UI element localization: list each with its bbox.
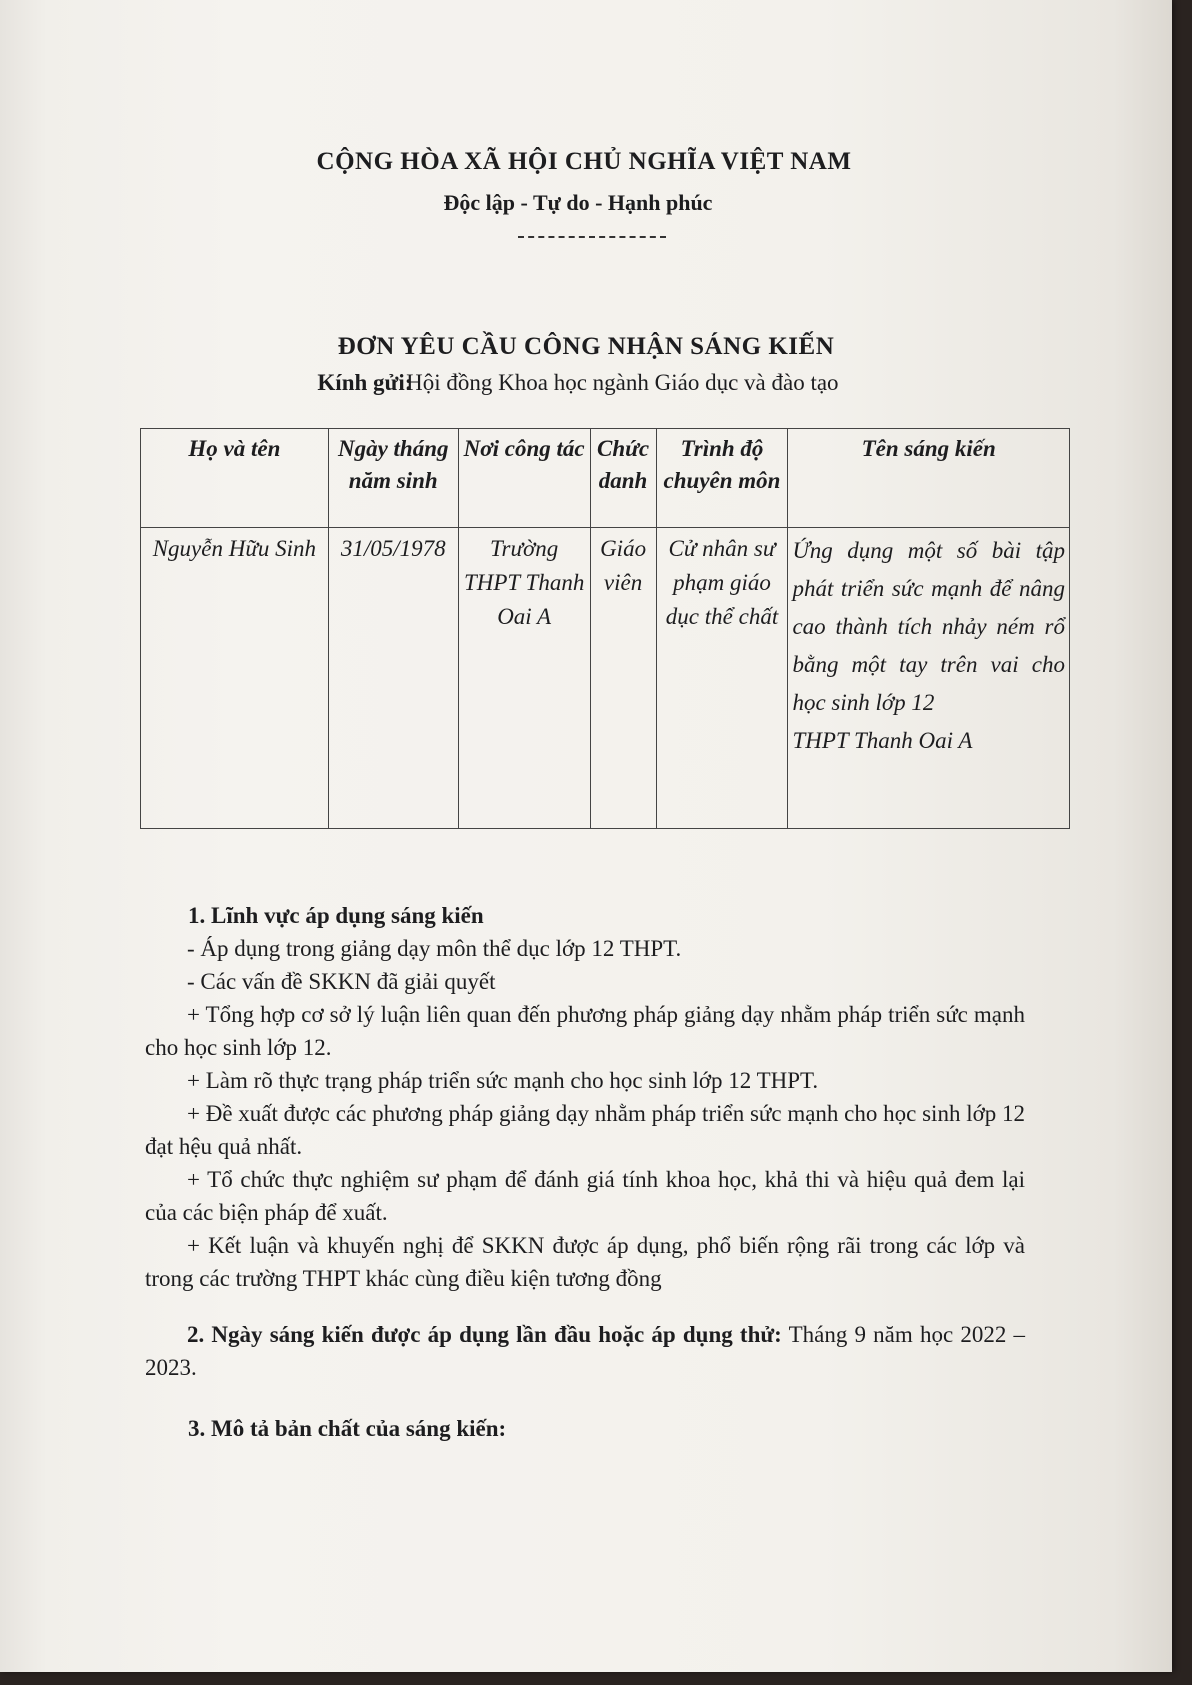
addressee-line [0, 370, 1192, 396]
cell-position: Giáo viên [590, 528, 656, 829]
national-motto: Độc lập - Tự do - Hạnh phúc [443, 190, 713, 215]
cell-name: Nguyễn Hữu Sinh [141, 528, 329, 829]
col-header-qualification: Trình độ chuyên môn [656, 429, 788, 528]
addressee-value: Hội đồng Khoa học ngành Giáo dục và đào tạo [406, 370, 839, 395]
section1-line: - Các vấn đề SKKN đã giải quyết [187, 969, 496, 994]
col-header-workplace: Nơi công tác [458, 429, 590, 528]
cell-qualification: Cử nhân sư phạm giáo dục thể chất [656, 528, 788, 829]
section1-line: + Đề xuất được các phương pháp giảng dạy nhằm pháp triển sức mạnh cho học sinh lớp 12 đạt hệu quả nhất. [145, 1101, 1025, 1159]
idea-school-text: THPT Thanh Oai A [792, 728, 973, 753]
section2 [145, 1318, 1025, 1384]
section1-line: + Kết luận và khuyến nghị để SKKN được áp dụng, phổ biến rộng rãi trong các lớp và trong các trường THPT khác cùng điều kiện tương đồng [145, 1233, 1025, 1291]
header-separator [518, 236, 666, 238]
cell-dob: 31/05/1978 [328, 528, 458, 829]
author-info-table [140, 428, 1070, 829]
col-header-name: Họ và tên [141, 429, 329, 528]
section1-line: - Áp dụng trong giảng dạy môn thể dục lớp 12 THPT. [187, 936, 682, 961]
section2-heading: 2. Ngày sáng kiến được áp dụng lần đầu hoặc áp dụng thử: [187, 1322, 782, 1347]
cell-workplace: Trường THPT Thanh Oai A [458, 528, 590, 829]
idea-title-text: Ứng dụng một số bài tập phát triển sức mạnh để nâng cao thành tích nhảy ném rổ bằng một tay trên vai cho học sinh lớp 12 [792, 538, 1065, 715]
section1-line: + Tổng hợp cơ sở lý luận liên quan đến phương pháp giảng dạy nhằm pháp triển sức mạnh cho học sinh lớp 12. [145, 1002, 1025, 1060]
section1-heading: 1. Lĩnh vực áp dụng sáng kiến [188, 903, 484, 928]
form-title: ĐƠN YÊU CẦU CÔNG NHẬN SÁNG KIẾN [337, 333, 835, 360]
national-title: CỘNG HÒA XÃ HỘI CHỦ NGHĨA VIỆT NAM [316, 148, 852, 175]
table-row [141, 528, 1070, 829]
col-header-idea-title: Tên sáng kiến [788, 429, 1070, 528]
section2-value: Tháng 9 năm học 2022 – 2023. [145, 1322, 1025, 1380]
table-header-row [141, 429, 1070, 528]
section3-heading: 3. Mô tả bản chất của sáng kiến: [188, 1416, 507, 1441]
col-header-dob: Ngày tháng năm sinh [328, 429, 458, 528]
addressee-label: Kính gửi: [317, 370, 413, 395]
col-header-position: Chức danh [590, 429, 656, 528]
cell-idea-title [788, 528, 1070, 829]
section1-line: + Làm rõ thực trạng pháp triển sức mạnh cho học sinh lớp 12 THPT. [187, 1068, 819, 1093]
section1-body [145, 932, 1025, 1295]
section1-line: + Tổ chức thực nghiệm sư phạm để đánh giá tính khoa học, khả thi và hiệu quả đem lại của các biện pháp để xuất. [145, 1167, 1025, 1225]
